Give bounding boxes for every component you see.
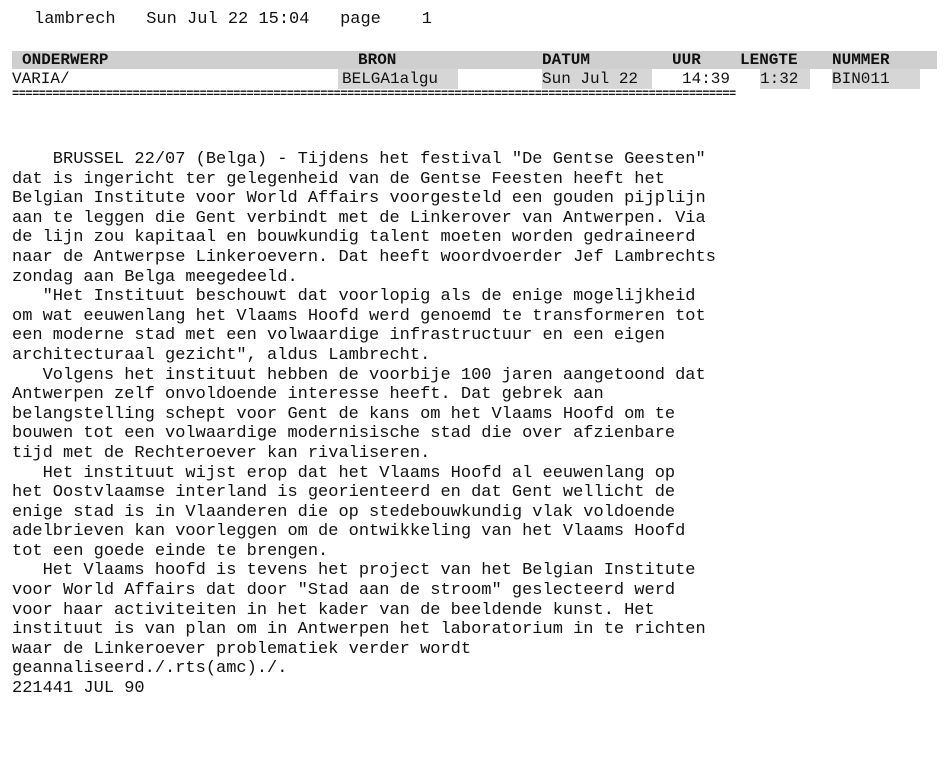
header-page-label: page [340, 10, 381, 29]
column-bron: BRON [358, 51, 397, 69]
metadata-header-row [12, 51, 937, 69]
column-onderwerp: ONDERWERP [22, 51, 109, 69]
article-paragraph: Het Vlaams hoofd is tevens het project van het Belgian Institute voor World Affairs dat door "Stad aan de stroom" geslecteerd werd voor haar activiteiten in het kader van de beeldende kunst. Het instituut is van plan om in Antwerpen het laboratorium in te richten waar de Linkeroever problematiek verder wordt geannaliseerd./.rts(amc)./. [12, 561, 706, 679]
article-paragraph: Volgens het instituut hebben de voorbije 100 jaren aangetoond dat Antwerpen zelf onvoldoende interesse heeft. Dat gebrek aan belangstelling schept voor Gent de kans om het Vlaams Hoofd om te bouwen tot een volwaardige modernisische stad die over afzienbare tijd met de Rechteroever kan rivaliseren. [12, 365, 706, 463]
column-nummer: NUMMER [832, 51, 890, 69]
value-onderwerp: VARIA/ [12, 70, 70, 88]
separator-line: ============================================================================================================ [12, 88, 736, 100]
value-datum: Sun Jul 22 [542, 69, 652, 89]
column-lengte: LENGTE [740, 51, 798, 69]
article-paragraph: "Het Instituut beschouwt dat voorlopig als de enige mogelijkheid om wat eeuwenlang het Vlaams Hoofd werd genoemd te transformeren tot een moderne stad met een volwaardige infrastructuur en een eigen architecturaal gezicht", aldus Lambrecht. [12, 287, 706, 365]
header-user: lambrech [34, 10, 116, 29]
value-lengte: 1:32 [760, 69, 810, 89]
page-header [34, 10, 432, 30]
value-uur: 14:39 [682, 70, 731, 88]
article-paragraph: Het instituut wijst erop dat het Vlaams Hoofd al eeuwenlang op het Oostvlaamse interland is georienteerd en dat Gent wellicht de enige stad is in Vlaanderen die op stedebouwkundig vlak voldoende adelbrieven kan voorleggen om de ontwikkeling van het Vlaams Hoofd tot een goede einde te brengen. [12, 463, 686, 561]
column-uur: UUR [672, 51, 701, 69]
article-body [12, 150, 942, 699]
value-bron: BELGA1algu [338, 69, 458, 89]
header-timestamp: Sun Jul 22 15:04 [146, 10, 310, 29]
value-nummer: BIN011 [832, 69, 920, 89]
column-datum: DATUM [542, 51, 591, 69]
metadata-value-row [12, 69, 937, 89]
article-dateline: 221441 JUL 90 [12, 679, 145, 699]
header-page-number: 1 [421, 10, 432, 29]
metadata-table [12, 51, 937, 89]
article-paragraph: BRUSSEL 22/07 (Belga) - Tijdens het festival "De Gentse Geesten" dat is ingericht ter gelegenheid van de Gentse Feesten heeft het Belgian Institute voor World Affairs voorgesteld een gouden pijplijn aan te leggen die Gent verbindt met de Linkerover van Antwerpen. Via de lijn zou kapitaal en bouwkundig talent moeten worden gedraineerd naar de Antwerpse Linkeroevern. Dat heeft woordvoerder Jef Lambrechts zondag aan Belga meegedeeld. [12, 150, 716, 287]
